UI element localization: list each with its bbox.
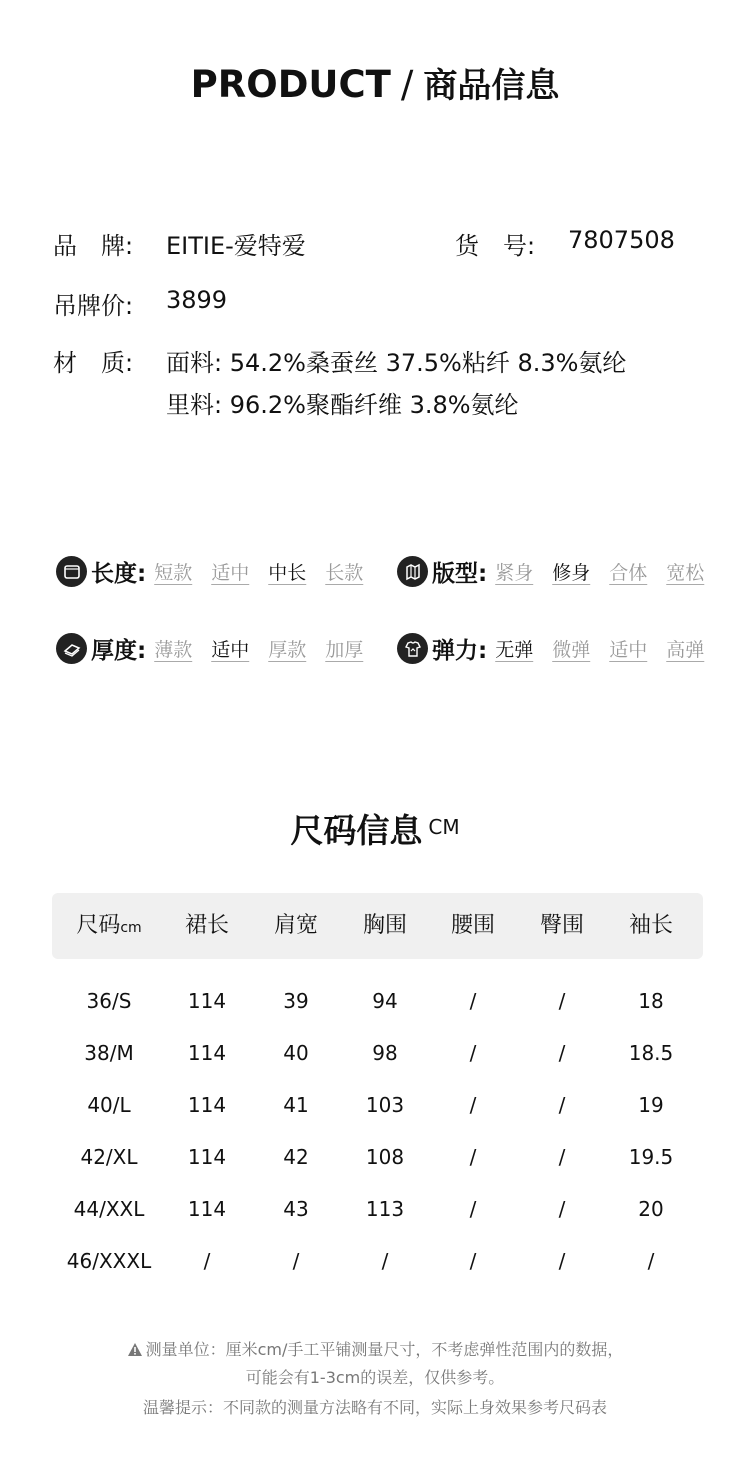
table-cell: 42/XL — [80, 1145, 138, 1169]
brand-value: EITIE-爱特爱 — [166, 232, 306, 260]
table-row — [0, 1246, 750, 1276]
table-cell: 94 — [372, 989, 398, 1013]
table-header-cell — [428, 893, 518, 959]
table-cell: / — [558, 1249, 566, 1273]
attribute-option: 短款 — [154, 562, 193, 584]
attribute-name: 弹力: — [432, 638, 488, 664]
table-cell: 40 — [283, 1041, 309, 1065]
table-row — [0, 986, 750, 1016]
table-cell: 20 — [638, 1197, 664, 1221]
material-label: 材 质: — [53, 349, 134, 377]
material-lining: 里料: 96.2%聚酯纤维 3.8%氨纶 — [166, 391, 519, 419]
table-cell: / — [469, 1145, 477, 1169]
size-title-text: 尺码信息 — [290, 811, 423, 850]
table-cell: 38/M — [84, 1041, 134, 1065]
table-cell: 114 — [187, 1093, 227, 1117]
table-cell: 98 — [372, 1041, 398, 1065]
table-cell: / — [469, 1249, 477, 1273]
attribute-option: 微弹 — [552, 639, 591, 661]
elasticity-icon — [397, 633, 428, 664]
size-title-unit: CM — [428, 815, 460, 839]
table-cell: / — [558, 1093, 566, 1117]
size-table-header — [52, 893, 703, 959]
title-separator: / — [400, 63, 414, 106]
attribute-fit — [397, 555, 704, 588]
table-header-cell — [251, 893, 341, 959]
note-line-3: 温馨提示：不同款的测量方法略有不同，实际上身效果参考尺码表 — [142, 1398, 607, 1417]
table-cell: 114 — [187, 989, 227, 1013]
attribute-options — [495, 635, 704, 662]
title-en: PRODUCT — [190, 63, 391, 106]
table-cell: / — [558, 989, 566, 1013]
table-header-cell — [64, 893, 154, 959]
table-cell: 114 — [187, 1041, 227, 1065]
header-label: 袖长 — [628, 913, 673, 938]
header-label: 臀围 — [539, 913, 584, 938]
table-cell: 19.5 — [628, 1145, 674, 1169]
attribute-length — [56, 555, 363, 588]
sku-label: 货 号: — [455, 232, 536, 260]
table-cell: 103 — [365, 1093, 405, 1117]
header-label: 肩宽 — [273, 913, 318, 938]
attribute-option: 适中 — [211, 639, 250, 661]
table-row — [0, 1194, 750, 1224]
table-cell: / — [558, 1197, 566, 1221]
table-cell: 39 — [283, 989, 309, 1013]
attribute-option: 适中 — [609, 639, 648, 661]
attribute-option: 合体 — [609, 562, 648, 584]
header-label: 腰围 — [450, 913, 495, 938]
table-cell: / — [469, 1093, 477, 1117]
table-cell: 44/XXL — [73, 1197, 145, 1221]
attribute-options — [495, 558, 704, 585]
fit-icon — [397, 556, 428, 587]
table-cell: / — [469, 1041, 477, 1065]
table-cell: / — [381, 1249, 389, 1273]
table-header-cell — [517, 893, 607, 959]
header-label: 胸围 — [362, 913, 407, 938]
attribute-name: 版型: — [432, 561, 488, 587]
price-label: 吊牌价: — [53, 292, 134, 320]
attribute-option: 无弹 — [495, 639, 534, 661]
table-cell: / — [469, 1197, 477, 1221]
attribute-options — [154, 635, 363, 662]
table-row — [0, 1038, 750, 1068]
table-cell: 19 — [638, 1093, 664, 1117]
attribute-options — [154, 558, 363, 585]
header-label: 裙长 — [184, 913, 229, 938]
attribute-elasticity — [397, 632, 704, 665]
title-cn: 商品信息 — [423, 66, 560, 106]
table-cell: 42 — [283, 1145, 309, 1169]
material-shell: 面料: 54.2%桑蚕丝 37.5%粘纤 8.3%氨纶 — [166, 349, 627, 377]
header-unit: cm — [120, 920, 142, 936]
attribute-option: 紧身 — [495, 562, 534, 584]
warning-icon — [127, 1342, 143, 1361]
table-cell: / — [558, 1041, 566, 1065]
attribute-option: 薄款 — [154, 639, 193, 661]
brand-label: 品 牌: — [53, 232, 134, 260]
attribute-option: 加厚 — [325, 639, 364, 661]
table-cell: 40/L — [87, 1093, 131, 1117]
table-cell: / — [558, 1145, 566, 1169]
table-cell: 18 — [638, 989, 664, 1013]
table-cell: 114 — [187, 1197, 227, 1221]
attribute-thickness — [56, 632, 363, 665]
note-line-1: 测量单位：厘米cm/手工平铺测量尺寸，不考虑弹性范围内的数据， — [145, 1340, 624, 1359]
page-title — [0, 58, 750, 107]
table-cell: / — [469, 989, 477, 1013]
table-cell: / — [647, 1249, 655, 1273]
table-cell: 18.5 — [628, 1041, 674, 1065]
table-cell: 46/XXXL — [66, 1249, 152, 1273]
note-line-2: 可能会有1-3cm的误差，仅供参考。 — [245, 1368, 505, 1387]
table-header-cell — [606, 893, 696, 959]
attribute-name: 厚度: — [91, 638, 147, 664]
attribute-option: 长款 — [325, 562, 364, 584]
table-row — [0, 1142, 750, 1172]
table-cell: 108 — [365, 1145, 405, 1169]
table-header-cell — [340, 893, 430, 959]
attribute-option: 宽松 — [666, 562, 705, 584]
table-cell: 36/S — [86, 989, 132, 1013]
size-section-title — [0, 805, 750, 852]
table-cell: / — [203, 1249, 211, 1273]
attribute-option: 高弹 — [666, 639, 705, 661]
table-cell: 113 — [365, 1197, 405, 1221]
header-label: 尺码 — [76, 913, 121, 938]
attribute-option: 适中 — [211, 562, 250, 584]
table-cell: 114 — [187, 1145, 227, 1169]
table-cell: 43 — [283, 1197, 309, 1221]
length-icon — [56, 556, 87, 587]
table-cell: / — [292, 1249, 300, 1273]
thickness-icon — [56, 633, 87, 664]
attribute-name: 长度: — [91, 561, 147, 587]
table-row — [0, 1090, 750, 1120]
attribute-option: 厚款 — [268, 639, 307, 661]
table-header-cell — [162, 893, 252, 959]
sku-value: 7807508 — [568, 226, 675, 254]
price-value: 3899 — [166, 286, 228, 314]
attribute-option: 中长 — [268, 562, 307, 584]
table-cell: 41 — [283, 1093, 309, 1117]
attribute-option: 修身 — [552, 562, 591, 584]
measurement-note — [0, 1337, 750, 1361]
